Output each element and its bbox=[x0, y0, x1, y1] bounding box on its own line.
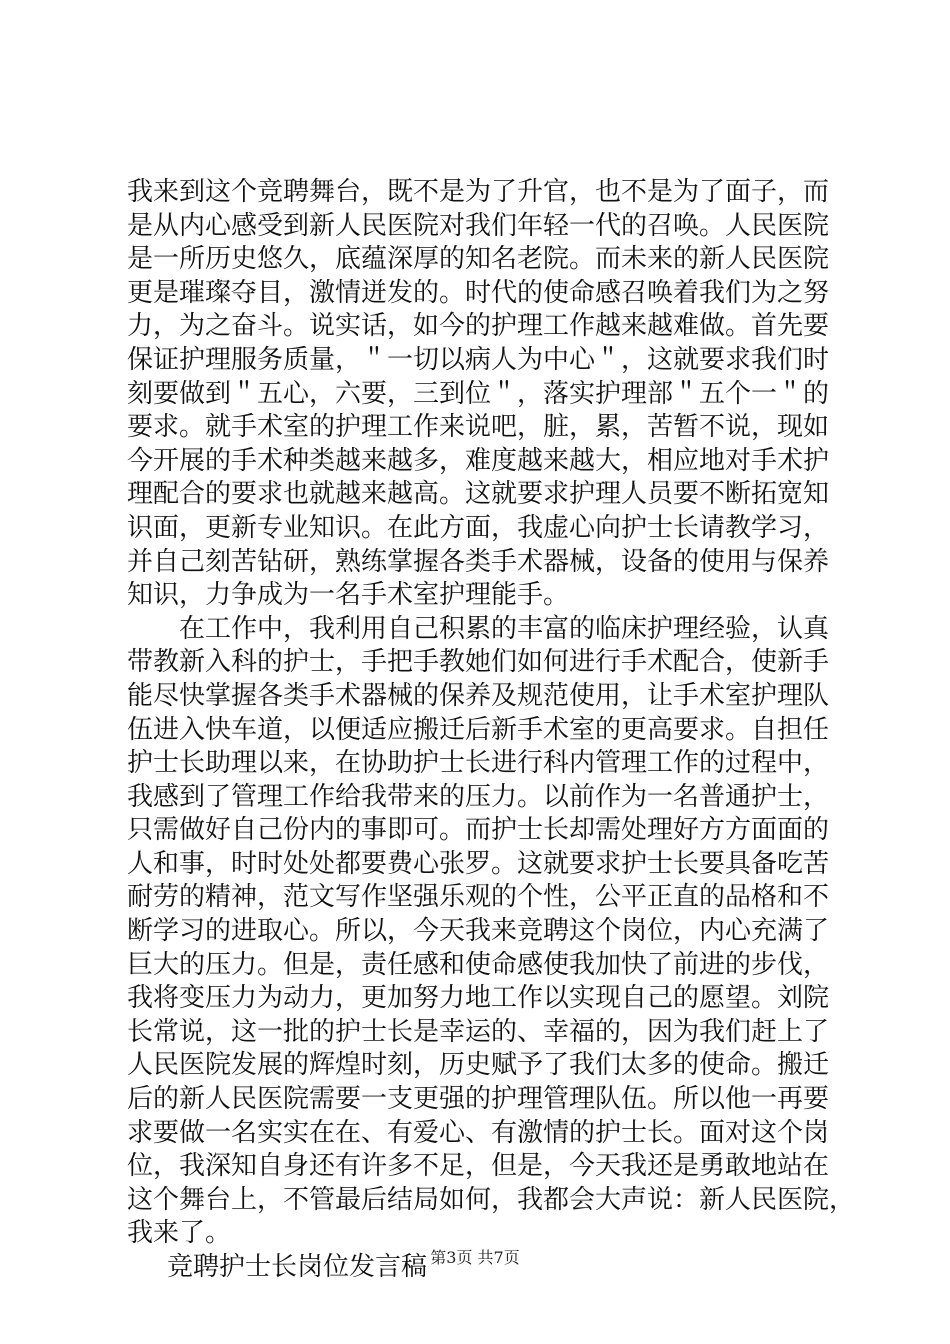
text-line: 理配合的要求也就越来越高。这就要求护理人员要不断拓宽知 bbox=[127, 479, 830, 510]
text-line: 位，我深知自身还有许多不足，但是，今天我还是勇敢地站在 bbox=[127, 1151, 830, 1182]
text-line: 是从内心感受到新人民医院对我们年轻一代的召唤。人民医院 bbox=[127, 210, 830, 241]
text-line: 刻要做到＂五心，六要，三到位＂，落实护理部＂五个一＂的 bbox=[127, 378, 830, 409]
text-line: 断学习的进取心。所以，今天我来竞聘这个岗位，内心充满了 bbox=[127, 916, 830, 947]
text-line: 人民医院发展的辉煌时刻，历史赋予了我们太多的使命。搬迁 bbox=[127, 1050, 830, 1081]
text-line: 带教新入科的护士，手把手教她们如何进行手术配合，使新手 bbox=[127, 647, 830, 678]
text-line: 只需做好自己份内的事即可。而护士长却需处理好方方面面的 bbox=[127, 815, 830, 846]
text-line: 我将变压力为动力，更加努力地工作以实现自己的愿望。刘院 bbox=[127, 983, 830, 1014]
text-line: 识面，更新专业知识。在此方面，我虚心向护士长请教学习， bbox=[127, 512, 830, 543]
body-text bbox=[127, 176, 856, 1285]
text-line: 后的新人民医院需要一支更强的护理管理队伍。所以他一再要 bbox=[127, 1084, 830, 1115]
paragraph-start-line: 在工作中，我利用自己积累的丰富的临床护理经验，认真 bbox=[179, 613, 830, 644]
text-line: 我来到这个竞聘舞台，既不是为了升官，也不是为了面子，而 bbox=[127, 177, 830, 207]
text-line: 这个舞台上，不管最后结局如何，我都会大声说：新人民医院， bbox=[127, 1184, 856, 1215]
text-line: 要求。就手术室的护理工作来说吧，脏，累，苦暂不说，现如 bbox=[127, 412, 830, 443]
text-line: 我来了。 bbox=[127, 1218, 232, 1249]
text-line: 巨大的压力。但是，责任感和使命感使我加快了前进的步伐， bbox=[127, 949, 830, 980]
text-line: 伍进入快车道，以便适应搬迁后新手术室的更高要求。自担任 bbox=[127, 714, 830, 745]
document-title-line: 竞聘护士长岗位发言稿 bbox=[167, 1252, 428, 1282]
text-line: 我感到了管理工作给我带来的压力。以前作为一名普通护士， bbox=[127, 781, 830, 812]
text-line: 耐劳的精神，范文写作坚强乐观的个性，公平正直的品格和不 bbox=[127, 882, 830, 913]
text-line: 保证护理服务质量，＂一切以病人为中心＂，这就要求我们时 bbox=[127, 344, 830, 375]
text-line: 能尽快掌握各类手术器械的保养及规范使用，让手术室护理队 bbox=[127, 680, 830, 711]
text-line: 力，为之奋斗。说实话，如今的护理工作越来越难做。首先要 bbox=[127, 311, 830, 342]
page-number-footer: 第3页 共7页 bbox=[430, 1248, 520, 1267]
text-line: 今开展的手术种类越来越多，难度越来越大，相应地对手术护 bbox=[127, 445, 830, 476]
text-line: 是一所历史悠久，底蕴深厚的知名老院。而未来的新人民医院 bbox=[127, 244, 830, 275]
text-line: 并自己刻苦钻研，熟练掌握各类手术器械，设备的使用与保养 bbox=[127, 546, 830, 577]
text-line: 长常说，这一批的护士长是幸运的、幸福的，因为我们赶上了 bbox=[127, 1016, 830, 1047]
text-line: 护士长助理以来，在协助护士长进行科内管理工作的过程中， bbox=[127, 748, 830, 779]
text-line: 人和事，时时处处都要费心张罗。这就要求护士长要具备吃苦 bbox=[127, 848, 830, 879]
text-line: 更是璀璨夺目，激情迸发的。时代的使命感召唤着我们为之努 bbox=[127, 277, 830, 308]
text-line: 知识，力争成为一名手术室护理能手。 bbox=[127, 580, 570, 611]
text-line: 求要做一名实实在在、有爱心、有激情的护士长。面对这个岗 bbox=[127, 1117, 830, 1148]
